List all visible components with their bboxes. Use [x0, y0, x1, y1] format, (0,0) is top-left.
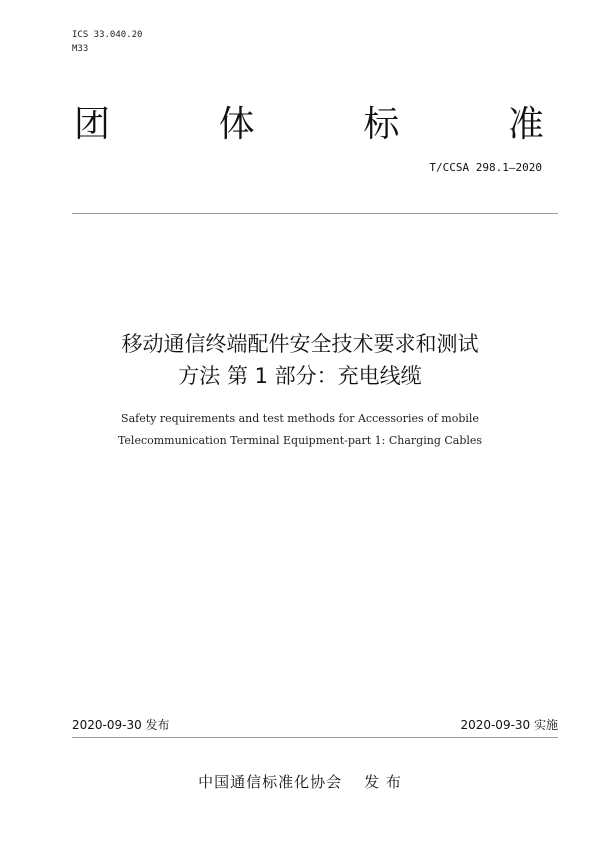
classification-codes — [72, 28, 142, 56]
standard-type-char: 准 — [507, 104, 544, 145]
chinese-title — [40, 328, 560, 392]
publisher-name: 中国通信标准化协会 — [198, 773, 343, 791]
english-title — [40, 408, 560, 452]
bottom-divider — [72, 737, 558, 738]
standard-type-char: 标 — [363, 104, 400, 145]
issue-date: 2020-09-30 发布 — [72, 718, 170, 732]
publish-action: 发 布 — [364, 773, 402, 791]
english-title-line: Safety requirements and test methods for Accessories of mobile — [121, 412, 479, 425]
chinese-title-line: 方法 第 1 部分：充电线缆 — [178, 364, 422, 388]
publisher-line — [0, 770, 600, 794]
top-divider — [72, 213, 558, 214]
standard-type-title — [74, 100, 544, 150]
english-title-line: Telecommunication Terminal Equipment-part 1: Charging Cables — [117, 434, 483, 447]
implementation-date: 2020-09-30 实施 — [460, 718, 558, 732]
chinese-title-line: 移动通信终端配件安全技术要求和测试 — [121, 332, 479, 356]
ics-code: ICS 33.040.20 — [72, 30, 143, 40]
ccs-code: M33 — [72, 44, 89, 54]
standard-type-char: 团 — [74, 104, 111, 145]
standard-type-char: 体 — [218, 104, 255, 145]
standard-number: T/CCSA 298.1—2020 — [429, 161, 542, 174]
